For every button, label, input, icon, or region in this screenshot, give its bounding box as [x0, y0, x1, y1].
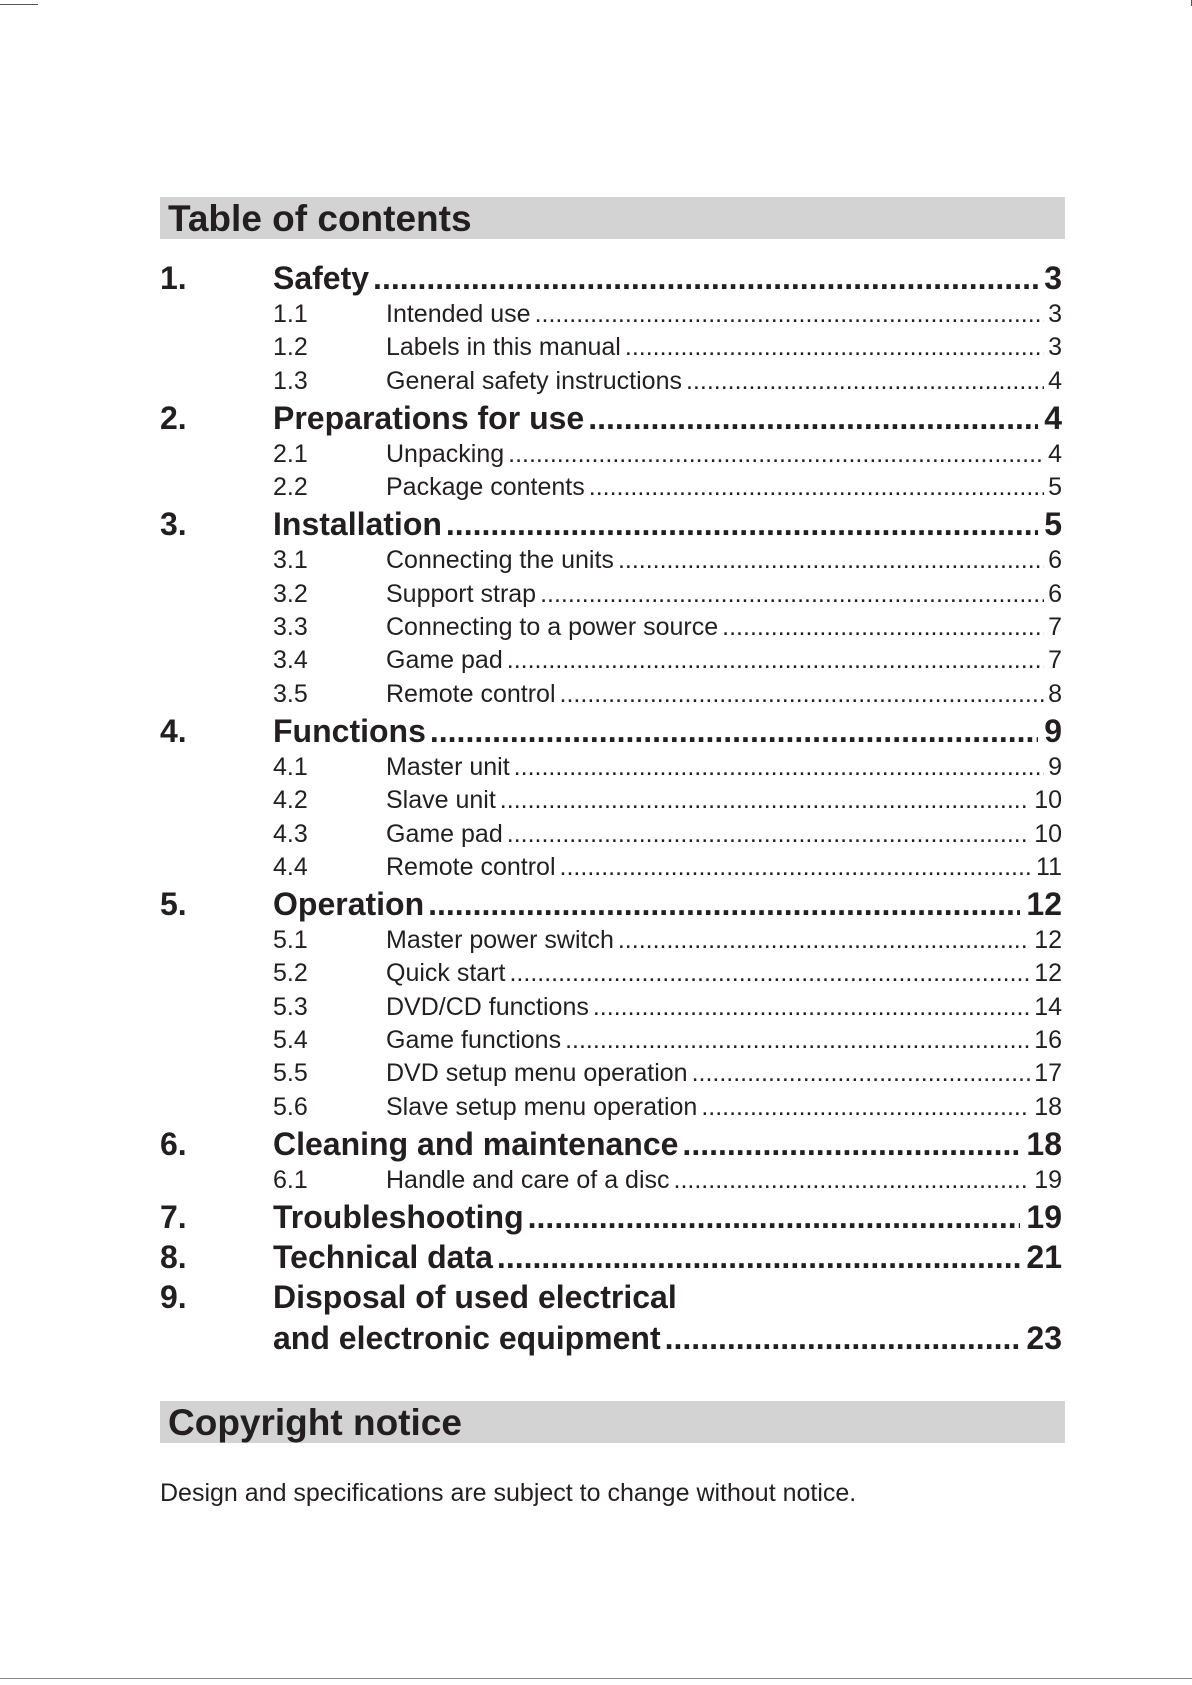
dot-leader: [373, 260, 1038, 297]
copyright-heading: Copyright notice: [168, 1402, 462, 1443]
section-number: 3.5: [273, 679, 308, 708]
dot-leader: [507, 820, 1030, 849]
section-title: Game pad: [386, 646, 503, 675]
chapter-title: Safety: [273, 260, 370, 296]
section-number: 4.1: [273, 752, 308, 781]
section-title: Labels in this manual: [386, 333, 621, 362]
dot-leader: [682, 1126, 1020, 1163]
toc-chapter-row: [160, 1239, 1062, 1279]
toc-heading-bar: [160, 197, 1065, 239]
section-number: 1.3: [273, 366, 308, 395]
section-title: Slave unit: [386, 786, 496, 815]
dot-leader: [588, 400, 1038, 437]
section-number: 4.2: [273, 786, 308, 815]
toc-section-row: [160, 1059, 1062, 1092]
page-number: 9: [1044, 712, 1062, 749]
chapter-title: Disposal of used electrical: [273, 1279, 677, 1316]
dot-leader: [625, 333, 1044, 362]
page-number: 4: [1048, 366, 1062, 395]
chapter-title: and electronic equipment: [273, 1320, 661, 1357]
section-title: DVD/CD functions: [386, 992, 589, 1021]
toc-chapter-row: [160, 506, 1062, 546]
page-number: 4: [1044, 399, 1062, 436]
dot-leader: [593, 993, 1030, 1022]
section-title: Unpacking: [386, 439, 505, 468]
section-number: 1.2: [273, 333, 308, 362]
dot-leader: [535, 300, 1045, 329]
toc-section-row: [160, 646, 1062, 679]
toc-chapter-row: [160, 400, 1062, 440]
section-title: General safety instructions: [386, 366, 682, 395]
toc-section-row: [160, 367, 1062, 400]
page-number: 19: [1026, 1199, 1062, 1236]
page-number: 21: [1026, 1239, 1062, 1276]
toc-chapter-row: [160, 713, 1062, 753]
toc-section-row: [160, 786, 1062, 819]
table-of-contents: [160, 260, 1062, 1360]
toc-section-row: [160, 613, 1062, 646]
section-title: Quick start: [386, 959, 506, 988]
page-number: 4: [1048, 439, 1062, 468]
chapter-number: 4.: [160, 712, 187, 749]
page-number: 6: [1048, 546, 1062, 575]
page-number: 18: [1026, 1125, 1062, 1162]
section-number: 1.1: [273, 300, 308, 328]
section-number: 3.2: [273, 579, 308, 608]
dot-leader: [500, 786, 1030, 815]
dot-leader: [514, 753, 1044, 782]
toc-chapter-row: [160, 1320, 1062, 1360]
dot-leader: [560, 680, 1045, 709]
page-number: 10: [1034, 819, 1062, 848]
page-number: 5: [1048, 473, 1062, 502]
section-number: 5.4: [273, 1026, 308, 1055]
section-title: Remote control: [386, 679, 556, 708]
section-number: 5.1: [273, 926, 308, 955]
chapter-number: 5.: [160, 886, 187, 923]
toc-chapter-row: [160, 886, 1062, 926]
dot-leader: [428, 886, 1020, 923]
section-number: 5.2: [273, 959, 308, 988]
toc-chapter-row: [160, 1126, 1062, 1166]
chapter-title: Installation: [273, 506, 442, 543]
section-title: Intended use: [386, 300, 531, 328]
section-number: 3.4: [273, 646, 308, 675]
section-title: Master power switch: [386, 926, 614, 955]
toc-section-row: [160, 820, 1062, 853]
dot-leader: [618, 546, 1044, 575]
toc-heading: Table of contents: [168, 198, 472, 239]
toc-section-row: [160, 680, 1062, 713]
section-title: Game functions: [386, 1026, 562, 1055]
page-edge-line: [0, 1678, 1192, 1679]
toc-section-row: [160, 1093, 1062, 1126]
chapter-number: 7.: [160, 1199, 187, 1236]
dot-leader: [692, 1059, 1031, 1088]
dot-leader: [507, 646, 1044, 675]
toc-chapter-row: [160, 260, 1062, 300]
page-number: 8: [1048, 679, 1062, 708]
dot-leader: [565, 1026, 1030, 1055]
section-title: Master unit: [386, 752, 510, 781]
page-number: 3: [1048, 333, 1062, 362]
page-number: 10: [1034, 786, 1062, 815]
section-title: Slave setup menu operation: [386, 1092, 698, 1121]
copyright-heading-bar: [160, 1401, 1065, 1443]
page-number: 18: [1034, 1092, 1062, 1121]
page-number: 7: [1048, 646, 1062, 675]
dot-leader: [497, 1239, 1020, 1276]
dot-leader: [446, 506, 1038, 543]
crop-mark: [0, 4, 38, 5]
chapter-number: 6.: [160, 1125, 187, 1162]
toc-section-row: [160, 580, 1062, 613]
toc-section-row: [160, 546, 1062, 579]
dot-leader: [509, 959, 1030, 988]
section-number: 4.3: [273, 819, 308, 848]
section-number: 6.1: [273, 1165, 308, 1194]
section-title: DVD setup menu operation: [386, 1059, 688, 1088]
page-number: 12: [1034, 959, 1062, 988]
copyright-text: Design and specifications are subject to change without notice.: [160, 1479, 857, 1507]
dot-leader: [618, 926, 1030, 955]
page-number: 6: [1048, 579, 1062, 608]
dot-leader: [674, 1166, 1031, 1195]
page-number: 17: [1034, 1059, 1062, 1088]
page-number: 3: [1044, 260, 1062, 296]
dot-leader: [589, 473, 1044, 502]
section-number: 5.5: [273, 1059, 308, 1088]
toc-section-row: [160, 1026, 1062, 1059]
chapter-number: 3.: [160, 506, 187, 543]
dot-leader: [722, 613, 1044, 642]
dot-leader: [686, 367, 1044, 396]
page-number: 9: [1048, 752, 1062, 781]
page-number: 23: [1026, 1320, 1062, 1357]
page-number: 11: [1036, 852, 1062, 881]
page-number: 5: [1044, 506, 1062, 543]
chapter-number: 9.: [160, 1279, 187, 1316]
section-title: Game pad: [386, 819, 503, 848]
section-number: 5.6: [273, 1092, 308, 1121]
toc-section-row: [160, 993, 1062, 1026]
page-number: 14: [1034, 992, 1062, 1021]
toc-section-row: [160, 1166, 1062, 1199]
section-title: Support strap: [386, 579, 537, 608]
chapter-title: Preparations for use: [273, 399, 585, 436]
chapter-title: Cleaning and maintenance: [273, 1125, 679, 1162]
dot-leader: [430, 713, 1038, 750]
dot-leader: [528, 1199, 1021, 1236]
dot-leader: [665, 1320, 1021, 1357]
page-number: 16: [1034, 1026, 1062, 1055]
page-number: 12: [1026, 886, 1062, 923]
page-number: 3: [1048, 300, 1062, 328]
chapter-title: Troubleshooting: [273, 1199, 524, 1236]
toc-section-row: [160, 440, 1062, 473]
page-number: 19: [1034, 1165, 1062, 1194]
chapter-title: Technical data: [273, 1239, 493, 1276]
chapter-number: 2.: [160, 399, 187, 436]
toc-section-row: [160, 333, 1062, 366]
chapter-number: 1.: [160, 260, 187, 296]
toc-chapter-row: [160, 1199, 1062, 1239]
section-title: Handle and care of a disc: [386, 1165, 670, 1194]
toc-section-row: [160, 853, 1062, 886]
section-number: 2.1: [273, 439, 308, 468]
toc-section-row: [160, 926, 1062, 959]
section-title: Connecting to a power source: [386, 613, 719, 642]
page-number: 7: [1048, 613, 1062, 642]
dot-leader: [560, 853, 1033, 882]
section-number: 3.1: [273, 546, 308, 575]
toc-section-row: [160, 300, 1062, 333]
dot-leader: [540, 580, 1044, 609]
dot-leader: [701, 1093, 1030, 1122]
section-number: 2.2: [273, 473, 308, 502]
section-number: 4.4: [273, 852, 308, 881]
section-title: Connecting the units: [386, 546, 614, 575]
toc-section-row: [160, 753, 1062, 786]
section-title: Package contents: [386, 473, 585, 502]
section-number: 3.3: [273, 613, 308, 642]
toc-section-row: [160, 473, 1062, 506]
chapter-title: Functions: [273, 712, 426, 749]
toc-section-row: [160, 959, 1062, 992]
chapter-title: Operation: [273, 886, 425, 923]
page-number: 12: [1034, 926, 1062, 955]
section-title: Remote control: [386, 852, 556, 881]
dot-leader: [508, 440, 1044, 469]
toc-chapter-row: [160, 1279, 1062, 1320]
section-number: 5.3: [273, 992, 308, 1021]
chapter-number: 8.: [160, 1239, 187, 1276]
